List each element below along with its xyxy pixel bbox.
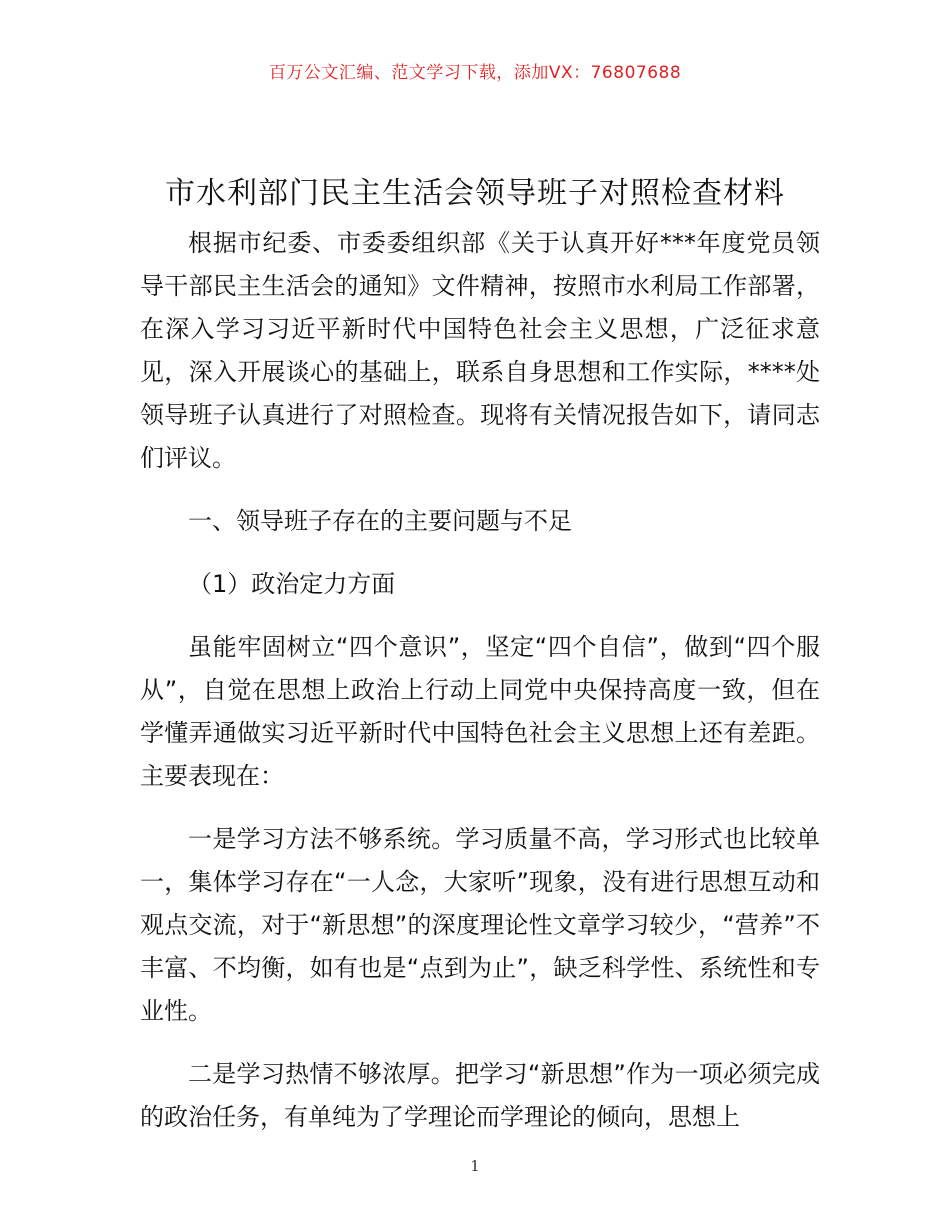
paragraph-political: 虽能牢固树立“四个意识”，坚定“四个自信”，做到“四个服从”，自觉在思想上政治上行动上同党中央保持高度一致，但在学懂弄通做实习近平新时代中国特色社会主义思想上还有差距。主要表现在： bbox=[140, 633, 820, 790]
subsection-heading: （1）政治定力方面 bbox=[188, 570, 396, 598]
paragraph-point-one: 一是学习方法不够系统。学习质量不高，学习形式也比较单一，集体学习存在“一人念，大家听”现象，没有进行思想互动和观点交流，对于“新思想”的深度理论性文章学习较少，“营养”不丰富、不均衡，如有也是“点到为止”，缺乏科学性、系统性和专业性。 bbox=[140, 825, 820, 1025]
page-number: 1 bbox=[470, 1157, 480, 1175]
section-heading: 一、领导班子存在的主要问题与不足 bbox=[188, 507, 572, 535]
header-watermark-text: 百万公文汇编、范文学习下载，添加VX：76807688 bbox=[268, 63, 682, 83]
document-title: 市水利部门民主生活会领导班子对照检查材料 bbox=[165, 176, 785, 211]
document-body bbox=[140, 222, 820, 1139]
paragraph-point-two: 二是学习热情不够浓厚。把学习“新思想”作为一项必须完成的政治任务，有单纯为了学理论而学理论的倾向，思想上 bbox=[140, 1060, 820, 1131]
paragraph-intro: 根据市纪委、市委委组织部《关于认真开好***年度党员领导干部民主生活会的通知》文件精神，按照市水利局工作部署，在深入学习习近平新时代中国特色社会主义思想，广泛征求意见，深入开展谈心的基础上，联系自身思想和工作实际，****处领导班子认真进行了对照检查。现将有关情况报告如下，请同志们评议。 bbox=[140, 229, 820, 472]
